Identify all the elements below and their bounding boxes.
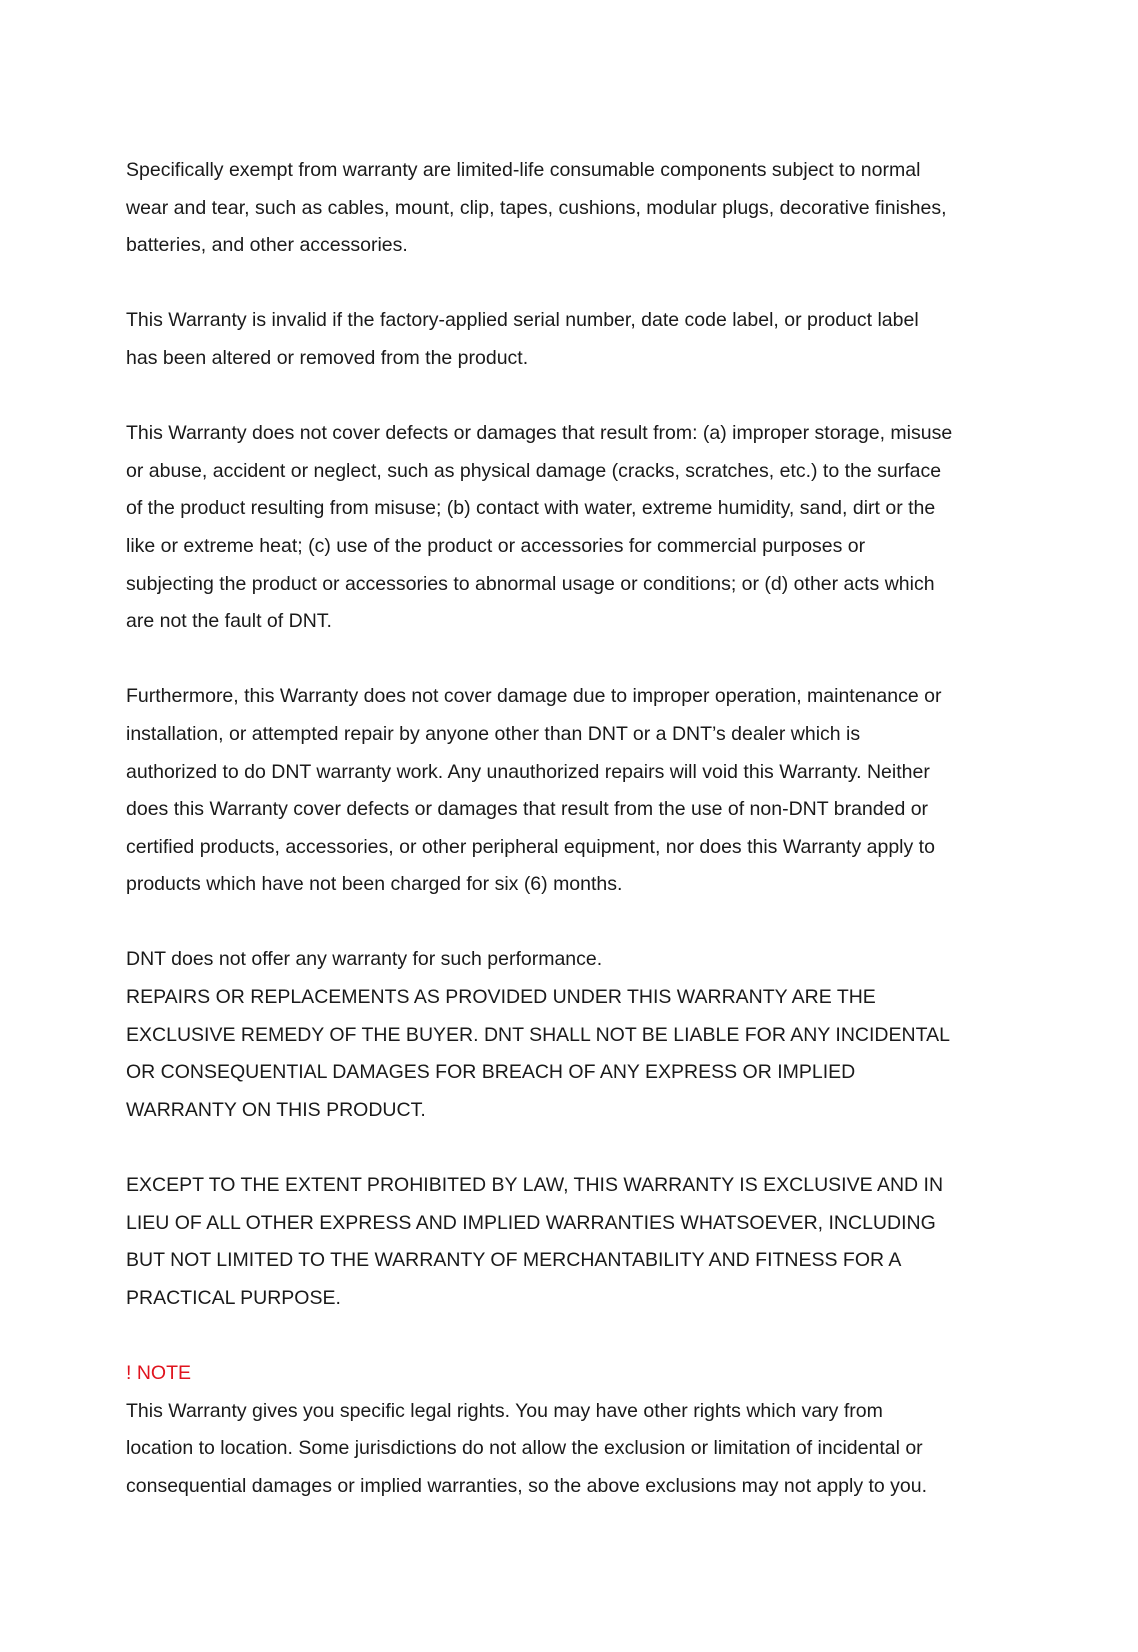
text-line: WARRANTY ON THIS PRODUCT. [126,1098,426,1121]
text-line: DNT does not offer any warranty for such performance. [126,948,603,971]
text-line: This Warranty does not cover defects or damages that result from: (a) improper storage, misuse [126,422,953,445]
paragraph-improper-operation [126,678,1026,904]
warranty-document [126,152,1026,1505]
text-line: EXCEPT TO THE EXTENT PROHIBITED BY LAW, THIS WARRANTY IS EXCLUSIVE AND IN [126,1174,944,1197]
text-line: This Warranty gives you specific legal rights. You may have other rights which vary from [126,1399,883,1422]
text-line: or abuse, accident or neglect, such as physical damage (cracks, scratches, etc.) to the surface [126,459,942,482]
paragraph-exclusive-warranty [126,1167,1026,1317]
paragraph-defects-not-covered [126,415,1026,641]
text-line: consequential damages or implied warranties, so the above exclusions may not apply to you. [126,1474,928,1497]
text-line: like or extreme heat; (c) use of the product or accessories for commercial purposes or [126,534,866,557]
text-line: BUT NOT LIMITED TO THE WARRANTY OF MERCHANTABILITY AND FITNESS FOR A [126,1249,902,1272]
text-line: of the product resulting from misuse; (b) contact with water, extreme humidity, sand, dirt or the [126,497,936,520]
paragraph-serial-label-invalid [126,302,1026,377]
text-line: does this Warranty cover defects or damages that result from the use of non-DNT branded or [126,798,929,821]
text-line: are not the fault of DNT. [126,610,332,633]
text-line: certified products, accessories, or other peripheral equipment, nor does this Warranty apply to [126,835,935,858]
text-line: PRACTICAL PURPOSE. [126,1286,341,1309]
text-line: location to location. Some jurisdictions do not allow the exclusion or limitation of incidental or [126,1437,923,1460]
text-line: Furthermore, this Warranty does not cover damage due to improper operation, maintenance or [126,685,942,708]
text-line: has been altered or removed from the product. [126,346,529,369]
text-line: REPAIRS OR REPLACEMENTS AS PROVIDED UNDER THIS WARRANTY ARE THE [126,986,876,1009]
text-line: batteries, and other accessories. [126,234,408,257]
paragraph-performance-and-remedy [126,941,1026,1129]
text-line: products which have not been charged for six (6) months. [126,873,623,896]
text-line: Specifically exempt from warranty are limited-life consumable components subject to normal [126,159,921,181]
note-heading: ! NOTE [126,1362,192,1384]
text-line: installation, or attempted repair by anyone other than DNT or a DNT’s dealer which is [126,722,861,745]
note-paragraph [126,1393,1026,1506]
text-line: LIEU OF ALL OTHER EXPRESS AND IMPLIED WARRANTIES WHATSOEVER, INCLUDING [126,1211,936,1234]
text-line: This Warranty is invalid if the factory-applied serial number, date code label, or product label [126,309,919,332]
text-line: wear and tear, such as cables, mount, clip, tapes, cushions, modular plugs, decorative finishes, [126,196,947,219]
text-line: OR CONSEQUENTIAL DAMAGES FOR BREACH OF ANY EXPRESS OR IMPLIED [126,1061,856,1084]
text-line: EXCLUSIVE REMEDY OF THE BUYER. DNT SHALL NOT BE LIABLE FOR ANY INCIDENTAL [126,1023,950,1046]
text-line: subjecting the product or accessories to abnormal usage or conditions; or (d) other acts which [126,572,935,595]
paragraph-consumables-exemption [126,152,1026,265]
text-line: authorized to do DNT warranty work. Any unauthorized repairs will void this Warranty. Neither [126,760,930,783]
